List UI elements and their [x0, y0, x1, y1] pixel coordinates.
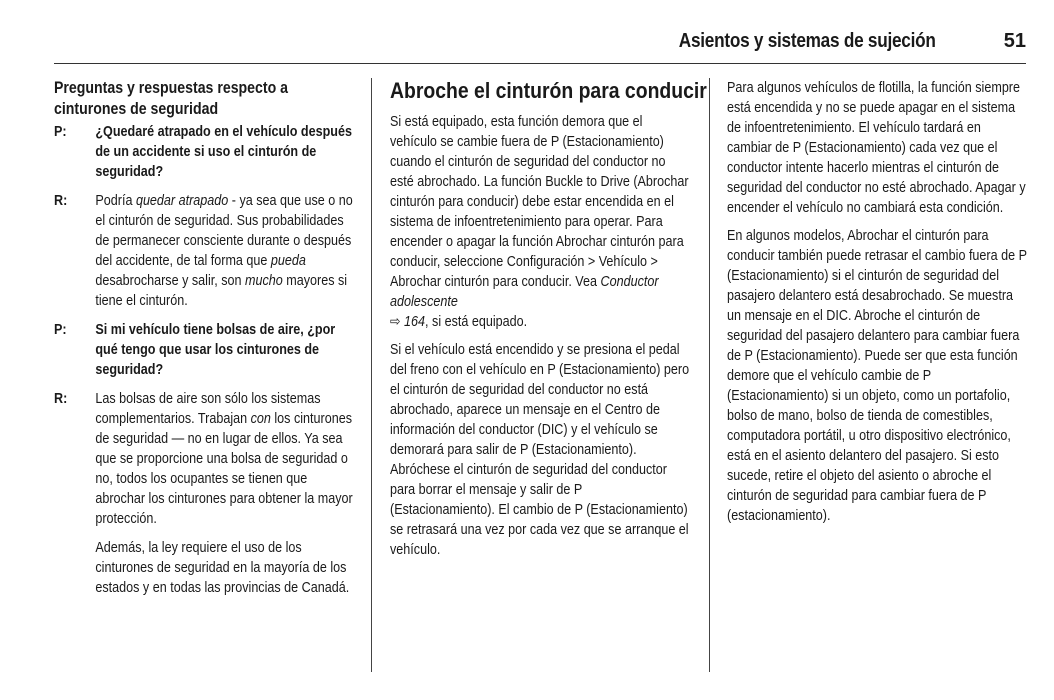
cross-reference-link[interactable]: Conductor adolescente	[390, 274, 659, 310]
answer-text-segment: los cinturones de seguridad — no en lugar de ellos. Ya sea que se proporcione una bolsa de seguridad o no, todos los ocupantes se tienen que abrochar los cinturones para obtener la mayor protección.	[95, 411, 353, 527]
answer-emphasis: con	[250, 411, 271, 427]
answer-2	[54, 389, 354, 529]
column-buckle-body	[390, 78, 707, 560]
question-text: ¿Quedaré atrapado en el vehículo después de un accidente si uso el cinturón de seguridad?	[95, 124, 352, 180]
answer-text-segment: - ya sea que use o no el cinturón de seguridad. Sus probabilidades de permanecer consciente durante o después del accidente, de tal forma que	[95, 193, 353, 269]
answer-tag: R:	[54, 391, 68, 407]
answer-emphasis: mucho	[245, 273, 283, 289]
answer-emphasis: pueda	[270, 253, 306, 269]
question-tag: P:	[54, 124, 67, 140]
answer-text-segment: Las bolsas de aire son sólo los sistemas complementarios. Trabajan	[95, 391, 321, 427]
question-1	[54, 122, 354, 182]
page-number: 51	[1003, 30, 1026, 52]
column-fleet	[727, 78, 1027, 534]
column-divider	[709, 78, 710, 672]
paragraph-text: , si está equipado.	[425, 314, 528, 330]
header-rule	[54, 63, 1026, 64]
answer-1	[54, 191, 354, 311]
answer-text	[95, 191, 354, 311]
column-qa	[54, 78, 354, 598]
answer-text	[95, 389, 354, 529]
question-text: Si mi vehículo tiene bolsas de aire, ¿por qué tengo que usar los cinturones de seguridad?	[95, 322, 336, 378]
fleet-paragraph-1: Para algunos vehículos de flotilla, la función siempre está encendida y no se puede apagar en el sistema de infoentretenimiento. El vehículo tardará en cambiar de P (Estacionamiento) cada vez que el conductor intente hacerlo mientras el cinturón de seguridad del conductor no esté abrochado. Apagar y encender el vehículo no cambiará esta condición.	[727, 80, 1026, 216]
page-reference-arrow-icon: ⇨	[390, 314, 401, 330]
fleet-paragraph-2: En algunos modelos, Abrochar el cinturón para conducir también puede retrasar el cambio fuera de P (Estacionamiento) si el cinturón de seguridad del pasajero delantero está desabrochado. Se muestra un mensaje en el DIC. Abroche el cinturón de seguridad del pasajero delantero para cambiar fuera de P (Estacionamiento). Puede ser que esta función demore que el vehículo cambie de P (Estacionamiento) si un objeto, como un portafolio, bolso de mano, bolso de tienda de comestibles, computadora portátil, u otro dispositivo electrónico, está en el asiento delantero del pasajero. Si esto sucede, retire el objeto del asiento o abroche el cinturón de seguridad para cambiar fuera de P (estacionamiento).	[727, 228, 1027, 524]
answer-text-segment: mayores si tiene el cinturón.	[95, 273, 348, 309]
answer-text-segment: Podría	[95, 193, 136, 209]
answer-emphasis: quedar atrapado	[135, 193, 229, 209]
cross-reference-page[interactable]: 164	[404, 314, 426, 330]
answer-text-segment: desabrocharse y salir, son	[95, 273, 246, 289]
paragraph-text: Si está equipado, esta función demora que el vehículo se cambie fuera de P (Estacionamiento) cuando el cinturón de seguridad del conductor no esté abrochado. La función Buckle to Drive (Abrochar cinturón para conducir) debe estar encendida en el sistema de infoentretenimiento para operar. Para encender o apagar la función Abrochar cinturón para conducir, seleccione Configuración > Vehículo > Abrochar cinturón para conducir. Vea	[390, 114, 689, 290]
column-buckle-to-drive	[390, 78, 707, 568]
answer-2-extra: Además, la ley requiere el uso de los cinturones de seguridad en la mayoría de los estados y en todas las provincias de Canadá.	[95, 540, 350, 596]
column-divider	[371, 78, 372, 672]
buckle-heading: Abroche el cinturón para conducir	[390, 78, 707, 103]
qa-heading: Preguntas y respuestas respecto a cinturones de seguridad	[54, 79, 289, 118]
answer-tag: R:	[54, 193, 68, 209]
column-qa-body	[54, 78, 354, 598]
question-tag: P:	[54, 322, 67, 338]
question-2	[54, 320, 354, 380]
buckle-paragraph-2: Si el vehículo está encendido y se presiona el pedal del freno con el vehículo en P (Estacionamiento) pero el cinturón de seguridad del conductor no está abrochado, aparece un mensaje en el Centro de información del conductor (DIC) y el vehículo se demorará para salir de P (Estacionamiento). Abróchese el cinturón de seguridad del conductor para borrar el mensaje y salir de P (Estacionamiento). El cambio de P (Estacionamiento) se retrasará una vez por cada vez que se arranque el vehículo.	[390, 342, 690, 558]
page-header	[0, 0, 1054, 60]
buckle-paragraph-1	[390, 112, 690, 332]
column-fleet-body	[727, 78, 1027, 526]
section-title: Asientos y sistemas de sujeción	[679, 30, 936, 52]
